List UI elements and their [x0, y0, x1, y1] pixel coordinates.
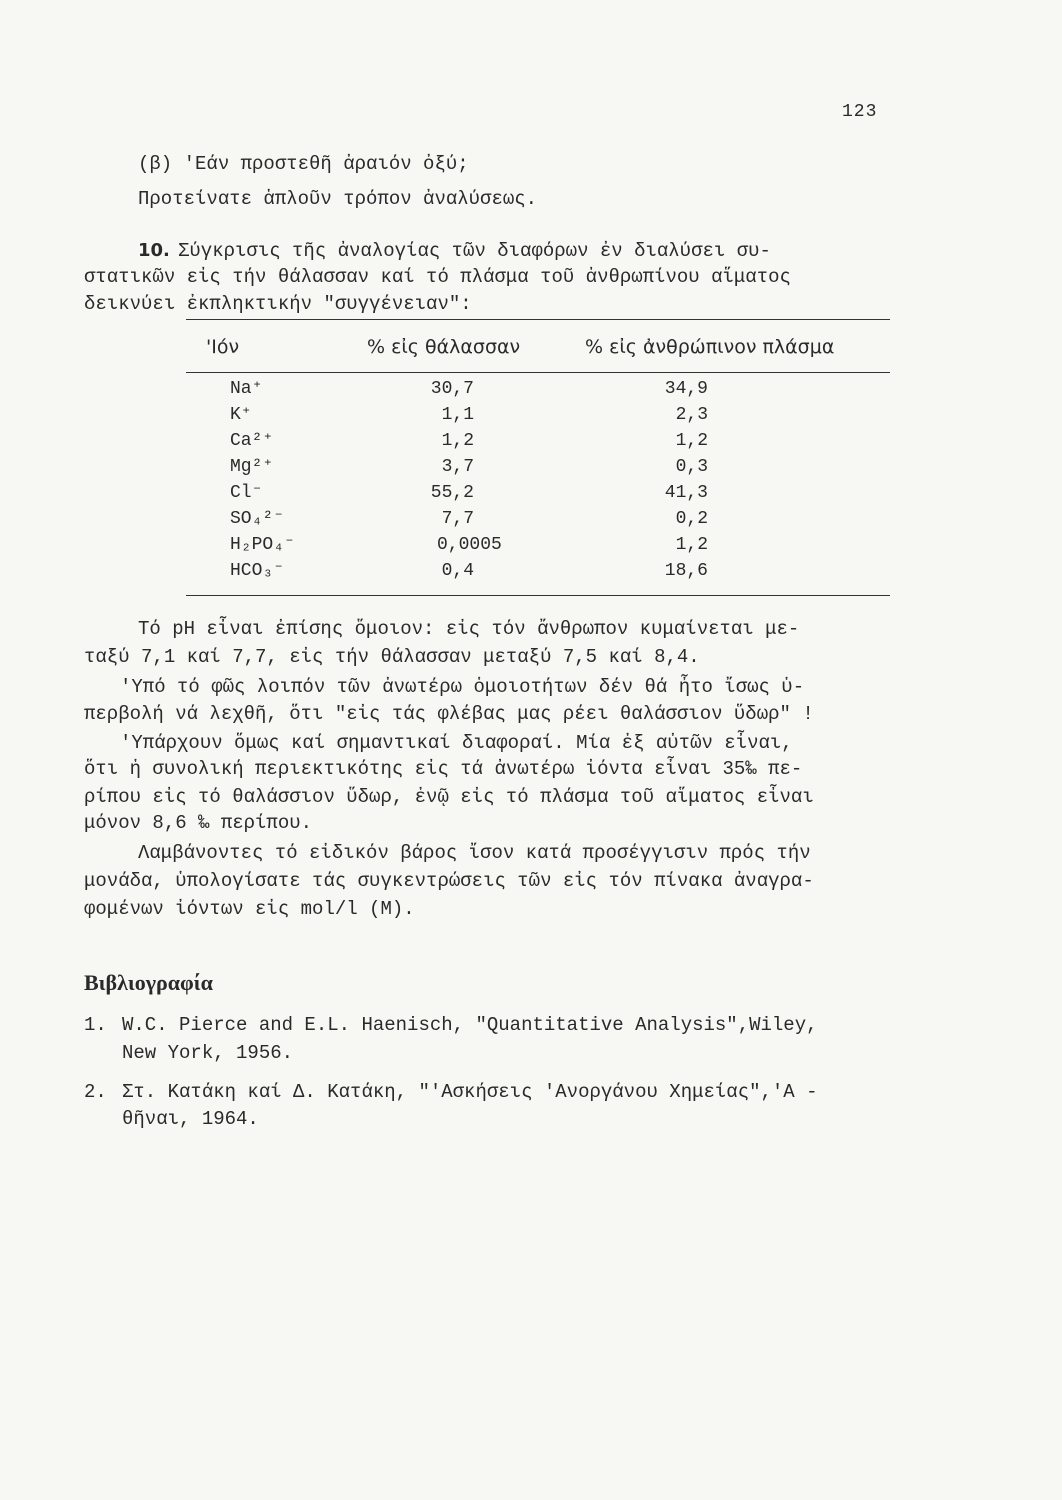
- paragraph-1-line-2: ταξύ 7,1 καί 7,7, εἰς τήν θάλασσαν μεταξύ 7,5 καί 8,4.: [84, 646, 700, 668]
- question-10-number: 10.: [138, 240, 170, 261]
- paragraph-3-line-3: ρίπου εἰς τό θαλάσσιον ὕδωρ, ἐνῷ εἰς τό πλάσμα τοῦ αἵματος εἶναι: [84, 786, 814, 808]
- paragraph-3-line-2: ὅτι ἡ συνολική περιεκτικότης εἰς τά ἀνωτέρω ἰόντα εἶναι 35‰ πε-: [84, 758, 803, 780]
- bib-item-1-line-2: New York, 1956.: [122, 1042, 294, 1064]
- question-10-line-2: στατικῶν εἰς τήν θάλασσαν καί τό πλάσμα τοῦ ἀνθρωπίνου αἵματος: [84, 266, 791, 288]
- table-cell-plasma: 2,3: [675, 405, 708, 425]
- question-10-line-1-text: Σύγκρισις τῆς ἀναλογίας τῶν διαφόρων ἐν διαλύσει συ-: [178, 240, 771, 262]
- table-cell-plasma: 41,3: [664, 483, 708, 503]
- bib-item-2-line-2: θῆναι, 1964.: [122, 1108, 259, 1130]
- table-cell-sea: 0,4: [441, 561, 474, 581]
- table-cell-plasma: 1,2: [675, 431, 708, 451]
- question-b-text: (β) 'Εάν προστεθῆ ἀραιόν ὀξύ;: [138, 153, 469, 175]
- paragraph-2-line-1: 'Υπό τό φῶς λοιπόν τῶν ἀνωτέρω ὁμοιοτήτων δέν θά ἦτο ἴσως ὑ-: [120, 676, 805, 698]
- bib-item-1-number: 1.: [84, 1014, 107, 1036]
- table-cell-ion: Cl⁻: [230, 483, 263, 503]
- question-10-line-1: [178, 240, 890, 262]
- bib-item-2-number: 2.: [84, 1081, 107, 1103]
- table-header-sea: % εἰς θάλασσαν: [367, 336, 521, 358]
- table-cell-ion: HCO₃⁻: [230, 561, 285, 581]
- bib-item-2-line-1: Στ. Κατάκη καί Δ. Κατάκη, "'Ασκήσεις 'Ανοργάνου Χημείας",'Α -: [122, 1081, 818, 1103]
- table-cell-sea: 1,2: [441, 431, 474, 451]
- table-cell-sea: 3,7: [441, 457, 474, 477]
- table-cell-sea: 0,0005: [437, 535, 502, 555]
- table-cell-sea: 30,7: [430, 379, 474, 399]
- question-number: [138, 240, 170, 262]
- table-cell-plasma: 18,6: [664, 561, 708, 581]
- table-header-ion: 'Ιόν: [206, 336, 240, 358]
- table-cell-ion: Na⁺: [230, 379, 263, 399]
- table-bottom-rule: [186, 595, 890, 596]
- bib-item-1-line-1: W.C. Pierce and E.L. Haenisch, "Quantitative Analysis",Wiley,: [122, 1014, 818, 1036]
- table-cell-sea: 55,2: [430, 483, 474, 503]
- paragraph-2-line-2: περβολή νά λεχθῆ, ὅτι "εἰς τάς φλέβας μας ρέει θαλάσσιον ὕδωρ" !: [84, 703, 814, 725]
- table-cell-plasma: 34,9: [664, 379, 708, 399]
- table-cell-plasma: 0,3: [675, 457, 708, 477]
- table-cell-ion: H₂PO₄⁻: [230, 535, 295, 555]
- bibliography-heading: Βιβλιογραφία: [84, 970, 213, 995]
- table-cell-ion: Ca²⁺: [230, 431, 274, 451]
- table-cell-ion: SO₄²⁻: [230, 509, 285, 529]
- paragraph-1-line-1: Τό pH εἶναι ἐπίσης ὅμοιον: εἰς τόν ἄνθρωπον κυμαίνεται με-: [138, 618, 800, 640]
- paragraph-4-line-2: μονάδα, ὑπολογίσατε τάς συγκεντρώσεις τῶν εἰς τόν πίνακα ἀναγρα-: [84, 870, 814, 892]
- table-cell-plasma: 1,2: [675, 535, 708, 555]
- propose-text: Προτείνατε ἁπλοῦν τρόπον ἀναλύσεως.: [138, 188, 538, 210]
- question-10-line-3: δεικνύει ἐκπληκτικήν "συγγένειαν":: [84, 293, 472, 315]
- page-number: 123: [842, 102, 878, 122]
- paragraph-3-line-4: μόνον 8,6 ‰ περίπου.: [84, 812, 313, 834]
- paragraph-3-line-1: 'Υπάρχουν ὅμως καί σημαντικαί διαφοραί. Μία ἐξ αὐτῶν εἶναι,: [120, 732, 793, 754]
- table-top-rule: [186, 319, 890, 320]
- paragraph-4-line-3: φομένων ἰόντων εἰς mol/l (M).: [84, 898, 415, 920]
- table-header-plasma: % εἰς ἀνθρώπινον πλάσμα: [585, 336, 835, 358]
- table-header-rule: [186, 372, 890, 373]
- table-cell-ion: K⁺: [230, 405, 252, 425]
- table-cell-plasma: 0,2: [675, 509, 708, 529]
- table-cell-sea: 1,1: [441, 405, 474, 425]
- paragraph-4-line-1: Λαμβάνοντες τό εἰδικόν βάρος ἴσον κατά προσέγγισιν πρός τήν: [138, 842, 811, 864]
- table-cell-ion: Mg²⁺: [230, 457, 274, 477]
- table-cell-sea: 7,7: [441, 509, 474, 529]
